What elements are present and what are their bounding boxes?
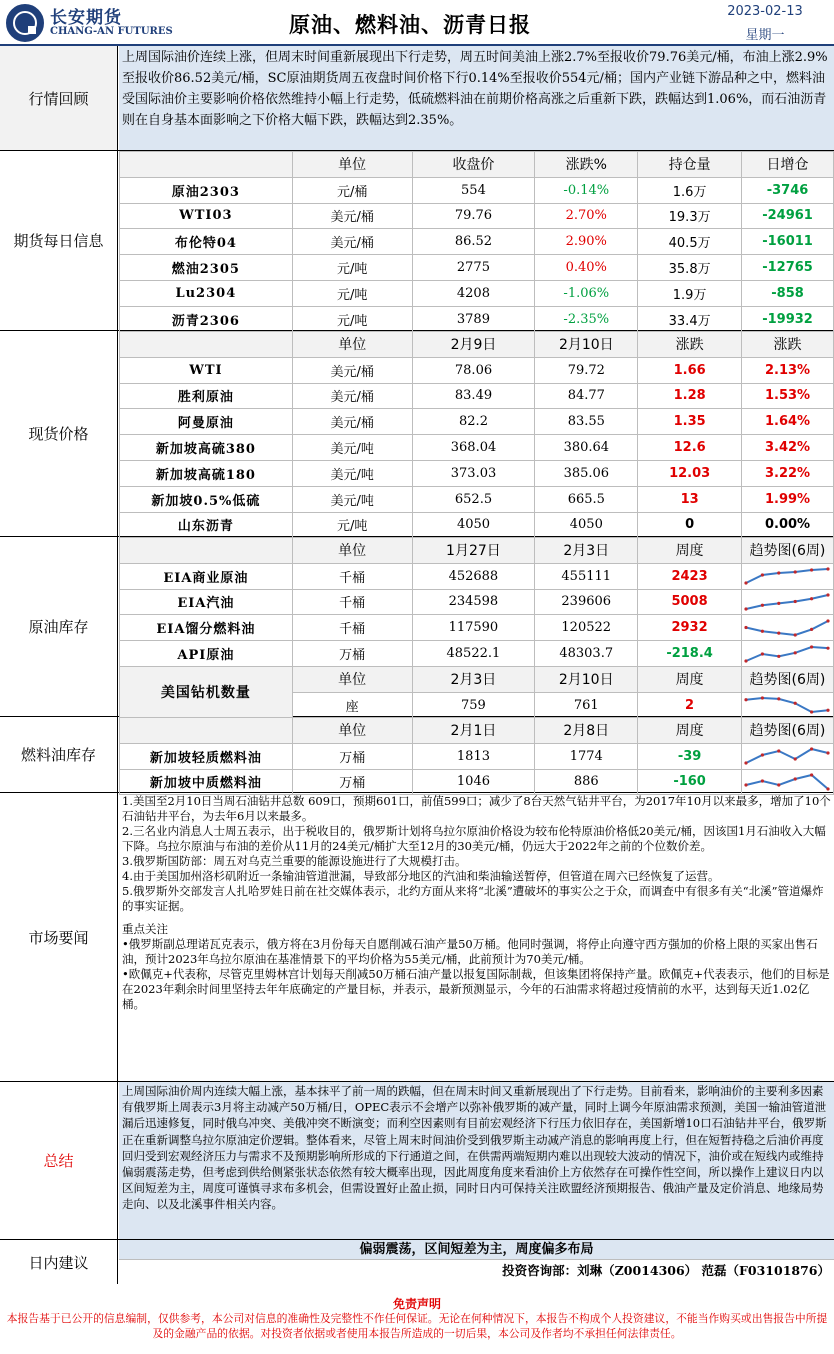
unit-cell: 美元/桶 [292,357,412,383]
close-price: 3789 [412,306,535,332]
unit-cell: 元/吨 [292,255,412,281]
unit-cell: 美元/桶 [292,203,412,229]
trend-cell [741,589,833,615]
header-cell-blank [120,332,293,358]
change-pct: 2.90% [535,229,638,255]
trend-point [827,568,830,571]
table-header-row [120,332,834,358]
inventory-week2: 48303.7 [535,641,638,667]
header-cell: 周度 [638,718,742,744]
price-change-pct: 1.99% [742,486,834,512]
trend-point [761,652,764,655]
table-row [120,203,834,229]
unit-cell: 美元/桶 [292,383,412,409]
weekly-change: -218.4 [638,641,742,667]
unit-cell: 千桶 [292,615,412,641]
open-interest: 35.8万 [638,255,742,281]
trend-point [827,787,830,790]
open-interest: 33.4万 [638,306,742,332]
price-change-pct: 3.42% [742,435,834,461]
futures-label: 期货每日信息 [0,151,118,330]
trend-point [778,750,781,753]
trend-point [810,569,813,572]
price-change-pct: 3.22% [742,460,834,486]
unit-cell: 万桶 [292,743,412,769]
trend-point [810,748,813,751]
table-row [120,486,834,512]
header-cell: 单位 [292,152,412,178]
inventory-name: API原油 [120,641,293,667]
fuel-inventory-section [0,717,834,793]
trend-cell [741,563,833,589]
unit-cell: 美元/桶 [292,229,412,255]
table-row [120,357,834,383]
inventory-name: 新加坡中质燃料油 [120,769,293,795]
trend-line [746,595,828,609]
table-row [120,563,834,589]
oi-change: -12765 [742,255,834,281]
price-change: 1.28 [638,383,742,409]
inventory-week1: 1046 [412,769,535,795]
trend-point [794,777,797,780]
header-cell: 趋势图(6周) [741,538,833,564]
header-cell: 2月10日 [535,666,638,692]
header-cell: 单位 [292,538,412,564]
summary-text: 上周国际油价周内连续大幅上涨，基本抹平了前一周的跌幅，但在周末时间又重新展现出了下行走势。目前看来，影响油价的主要利多因素有俄罗斯上周表示3月将主动减产50万桶/日，OPEC表示不会增产以弥补俄罗斯的减产量，同时上调今年原油需求预测，美国一输油管道泄漏后迅速修复，同时俄乌冲突、美俄冲突不断演变；而利空因素则有目前宏观经济下行压力依旧存在，美国新增10口石油钻井平台，俄罗斯正在重新调整乌拉尔原油定价逻辑。整体看来，尽管上周末时间油价受到俄罗斯主动减产消息的影响再度上行，但在短暂持稳之后油价再度回归受到宏观经济压力与需求不及预期影响所形成的下行通道之间，在供需两端短期内难以出现较大波动的情况下，油价或在短线内或维持偏弱震荡走势，但考虑到供给侧紧张状态依然有较大概率出现，因此周度角度来看油价上方依然存在可操作性空间，所以操作上建议日内以区间短差为主，周度可谨慎寻求布多机会，但需设置好止盈止损，同时日内可保持关注欧盟经济预期报告、俄油产量及定价消息、地缘局势走向、以及北溪事件相关内容。 [119,1082,834,1239]
header-cell: 单位 [292,718,412,744]
open-interest: 19.3万 [638,203,742,229]
trend-point [794,758,797,761]
header-cell: 2月9日 [412,332,535,358]
open-interest: 40.5万 [638,229,742,255]
rig-week1: 759 [412,692,535,718]
header-cell: 周度 [638,666,742,692]
contract-name: 沥青2306 [120,306,293,332]
trend-point [761,604,764,607]
trend-point [761,697,764,700]
news-label: 市场要闻 [0,793,118,1081]
unit-cell: 千桶 [292,589,412,615]
table-row [120,409,834,435]
unit-cell: 万桶 [292,769,412,795]
price-change-pct: 0.00% [742,512,834,538]
table-header-row [120,538,834,564]
table-header-row [120,718,834,744]
spot-table [119,331,834,538]
inventory-week2: 886 [535,769,638,795]
spot-name: WTI [120,357,293,383]
fuel-inventory-label: 燃料油库存 [0,717,118,792]
trend-cell [741,692,833,718]
unit-cell: 美元/桶 [292,409,412,435]
rig-header-row [120,666,834,692]
trend-sparkline [744,772,830,792]
advice-text: 偏弱震荡，区间短差为主，周度偏多布局 [119,1240,834,1260]
trend-sparkline [744,566,830,586]
table-row [120,229,834,255]
weekly-change: -39 [638,743,742,769]
review-label: 行情回顾 [0,46,118,150]
trend-point [778,654,781,657]
close-price: 79.76 [412,203,535,229]
disclaimer-text: 本报告基于已公开的信息编制，仅供参考，本公司对信息的准确性及完整性不作任何保证。无论在何种情况下，本报告不构成个人投资建议，不能当作购买或出售报告中所提及的金融产品的依据。对投资者依据或者使用本报告所造成的一切后果，本公司及作者均不承担任何法律责任。 [6,1312,828,1340]
trend-point [827,593,830,596]
close-price: 2775 [412,255,535,281]
inventory-name: EIA商业原油 [120,563,293,589]
report-weekday: 星期一 [745,28,785,43]
trend-point [778,697,781,700]
trend-point [827,619,830,622]
contract-name: 燃油2305 [120,255,293,281]
futures-section [0,151,834,331]
change-pct: -1.06% [535,280,638,306]
advisor-info: 投资咨询部：刘琳（Z0014306） 范磊（F03101876） [502,1263,830,1278]
unit-cell: 元/吨 [292,306,412,332]
crude-inventory-label: 原油库存 [0,537,118,716]
trend-sparkline [744,644,830,664]
close-price: 4208 [412,280,535,306]
spot-section [0,331,834,537]
contract-name: WTI03 [120,203,293,229]
table-row [120,383,834,409]
news-text [119,793,834,1081]
header-cell: 趋势图(6周) [741,718,833,744]
trend-point [761,574,764,577]
trend-point [794,571,797,574]
trend-point [827,709,830,712]
spot-name: 新加坡高硫380 [120,435,293,461]
news-item: 4.由于美国加州洛杉矶附近一条输油管道泄漏，导致部分地区的汽油和柴油输送暂停，但管道在周六已经恢复了运营。 [122,869,720,883]
trend-cell [741,743,833,769]
trend-point [745,783,748,786]
table-header-row [120,152,834,178]
trend-cell [741,615,833,641]
news-item: 3.俄罗斯国防部：周五对乌克兰重要的能源设施进行了大规模打击。 [122,854,467,868]
price-change-pct: 2.13% [742,357,834,383]
price-change: 1.35 [638,409,742,435]
oi-change: -16011 [742,229,834,255]
unit-cell: 元/吨 [292,512,412,538]
advice-section [0,1240,834,1284]
trend-point [794,633,797,636]
spot-name: 新加坡高硫180 [120,460,293,486]
price-change: 12.6 [638,435,742,461]
oi-change: -858 [742,280,834,306]
price-change-pct: 1.64% [742,409,834,435]
unit-cell: 千桶 [292,563,412,589]
price-day2: 83.55 [535,409,638,435]
table-row [120,306,834,332]
price-day1: 82.2 [412,409,535,435]
price-day2: 84.77 [535,383,638,409]
trend-cell [741,769,833,795]
spot-name: 胜利原油 [120,383,293,409]
trend-cell [741,641,833,667]
price-change: 0 [638,512,742,538]
price-day2: 665.5 [535,486,638,512]
fuel-inventory-table [119,717,834,795]
report-title: 原油、燃料油、沥青日报 [289,13,531,37]
trend-sparkline [744,695,830,715]
header-cell: 收盘价 [412,152,535,178]
trend-point [761,754,764,757]
price-day2: 380.64 [535,435,638,461]
weekly-change: 2932 [638,615,742,641]
contract-name: 原油2303 [120,177,293,203]
trend-line [746,569,828,583]
trend-point [745,659,748,662]
rig-week2: 761 [535,692,638,718]
news-item: 2.三名业内消息人士周五表示，出于税收目的，俄罗斯计划将乌拉尔原油价格设为较布伦特原油价格低20美元/桶，因该国1月石油收入大幅下降。乌拉尔原油与布油的差价从11月的24美元/桶扩大至12月的30美元/桶，仍远大于2022年之前的个位数价差。 [122,824,826,853]
table-row [120,743,834,769]
table-row [120,589,834,615]
trend-line [746,775,828,789]
trend-point [745,607,748,610]
inventory-week1: 234598 [412,589,535,615]
spot-name: 山东沥青 [120,512,293,538]
header-cell: 2月3日 [412,666,535,692]
trend-sparkline [744,592,830,612]
news-item: 5.俄罗斯外交部发言人扎哈罗娃日前在社交媒体表示，北约方面从来将“北溪”遭破坏的事实公之于众，而调查中有很多有关“北溪”管道爆炸的事实证据。 [122,884,824,913]
inventory-name: EIA馏分燃料油 [120,615,293,641]
contract-name: Lu2304 [120,280,293,306]
table-row [120,641,834,667]
news-item: •俄罗斯副总理诺瓦克表示，俄方将在3月份每天自愿削减石油产量50万桶。他同时强调，将停止向遵守西方强加的价格上限的买家出售石油，预计2023年乌拉尔原油在基准情景下的平均价格为55美元/桶，此前预计为70美元/桶。 [122,937,818,966]
header-cell: 涨跌 [638,332,742,358]
header-cell: 2月1日 [412,718,535,744]
trend-point [810,597,813,600]
trend-point [810,645,813,648]
table-row [120,460,834,486]
table-row [120,255,834,281]
trend-point [810,628,813,631]
unit-cell: 座 [292,692,412,718]
change-pct: -2.35% [535,306,638,332]
trend-point [745,762,748,765]
header-cell: 周度 [638,538,742,564]
price-day2: 385.06 [535,460,638,486]
report-date: 2023-02-13 [727,4,803,19]
inventory-week2: 455111 [535,563,638,589]
header-cell-blank [120,538,293,564]
unit-cell: 万桶 [292,641,412,667]
inventory-week2: 1774 [535,743,638,769]
trend-point [810,773,813,776]
weekly-change: 2 [638,692,742,718]
table-row [120,615,834,641]
change-pct: -0.14% [535,177,638,203]
weekly-change: 2423 [638,563,742,589]
trend-line [746,647,828,661]
table-row [120,280,834,306]
inventory-name: 新加坡轻质燃料油 [120,743,293,769]
trend-point [827,752,830,755]
contract-name: 布伦特04 [120,229,293,255]
spot-label: 现货价格 [0,331,118,536]
price-day1: 368.04 [412,435,535,461]
header-cell: 单位 [292,332,412,358]
unit-cell: 美元/吨 [292,460,412,486]
header-cell: 持仓量 [638,152,742,178]
inventory-week1: 48522.1 [412,641,535,667]
header-cell-blank [120,152,293,178]
inventory-week1: 452688 [412,563,535,589]
trend-point [745,626,748,629]
trend-point [778,602,781,605]
trend-sparkline [744,746,830,766]
trend-point [810,711,813,714]
change-pct: 0.40% [535,255,638,281]
header-cell-blank [120,718,293,744]
inventory-week1: 1813 [412,743,535,769]
weekly-change: 5008 [638,589,742,615]
price-change-pct: 1.53% [742,383,834,409]
price-day1: 78.06 [412,357,535,383]
price-day2: 79.72 [535,357,638,383]
table-row [120,435,834,461]
open-interest: 1.6万 [638,177,742,203]
table-row [120,769,834,795]
oi-change: -3746 [742,177,834,203]
inventory-name: EIA汽油 [120,589,293,615]
inventory-week2: 120522 [535,615,638,641]
price-day1: 652.5 [412,486,535,512]
rig-count-name: 美国钻机数量 [120,666,293,718]
price-day1: 4050 [412,512,535,538]
spot-name: 阿曼原油 [120,409,293,435]
price-change: 12.03 [638,460,742,486]
company-name-cn: 长安期货 [50,8,122,28]
trend-line [746,621,828,635]
trend-point [827,646,830,649]
summary-label: 总结 [0,1082,118,1239]
trend-line [746,749,828,763]
trend-point [745,582,748,585]
trend-point [794,702,797,705]
header-cell: 1月27日 [412,538,535,564]
spot-name: 新加坡0.5%低硫 [120,486,293,512]
price-change: 13 [638,486,742,512]
unit-cell: 元/吨 [292,280,412,306]
trend-point [778,783,781,786]
header-cell: 涨跌 [742,332,834,358]
company-logo-icon [6,4,44,42]
weekly-change: -160 [638,769,742,795]
unit-cell: 美元/吨 [292,435,412,461]
header-cell: 2月10日 [535,332,638,358]
trend-line [746,698,828,712]
unit-cell: 元/桶 [292,177,412,203]
price-day1: 83.49 [412,383,535,409]
advice-label: 日内建议 [0,1240,118,1284]
change-pct: 2.70% [535,203,638,229]
table-row [120,177,834,203]
news-item: 重点关注 [122,922,168,936]
close-price: 554 [412,177,535,203]
trend-point [778,572,781,575]
unit-cell: 美元/吨 [292,486,412,512]
company-name-en: CHANG-AN FUTURES [50,26,173,37]
header-cell: 日增仓 [742,152,834,178]
header-cell: 趋势图(6周) [741,666,833,692]
review-text: 上周国际油价连续上涨，但周末时间重新展现出下行走势，周五时间美油上涨2.7%至报收价79.76美元/桶，布油上涨2.9%至报收价86.52美元/桶，SC原油期货周五夜盘时间价格下行0.14%至报收价554元/桶；国内产业链下游品种之中，燃料油受国际油价主要影响价格依然维持小幅上行走势，低硫燃料油在前期价格高涨之后重新下跌，跌幅达到1.06%，而石油沥青则在自身基本面影响之下价格大幅下跌，跌幅达到2.35%。 [119,46,834,150]
close-price: 86.52 [412,229,535,255]
table-row [120,512,834,538]
news-section [0,793,834,1082]
trend-point [745,698,748,701]
oi-change: -24961 [742,203,834,229]
header-cell: 2月8日 [535,718,638,744]
news-item: 1.美国至2月10日当周石油钻井总数 609口，预期601口，前值599口；减少了8台天然气钻井平台，为2017年10月以来最多，增加了10个石油钻井平台，为去年6月以来最多。 [122,794,831,823]
trend-point [794,600,797,603]
header-cell: 2月3日 [535,538,638,564]
open-interest: 1.9万 [638,280,742,306]
header-cell: 涨跌% [535,152,638,178]
trend-point [761,779,764,782]
news-item: •欧佩克+代表称，尽管克里姆林宫计划每天削减50万桶石油产量以报复国际制裁，但该集团将保持产量。欧佩克+代表表示，他们的目标是在2023年剩余时间里坚持去年年底确定的产量目标，并表示，最新预测显示，今年的石油需求将超过疫情前的水平，达到每天近1.02亿桶。 [122,967,830,1011]
inventory-week1: 117590 [412,615,535,641]
trend-sparkline [744,618,830,638]
crude-inventory-section [0,537,834,717]
inventory-week2: 239606 [535,589,638,615]
report-header [0,0,834,46]
price-day2: 4050 [535,512,638,538]
trend-point [794,651,797,654]
crude-inventory-table [119,537,834,719]
review-section [0,46,834,151]
futures-table [119,151,834,333]
trend-point [761,629,764,632]
price-change: 1.66 [638,357,742,383]
summary-section [0,1082,834,1240]
disclaimer-title: 免责声明 [392,1297,441,1311]
price-day1: 373.03 [412,460,535,486]
trend-point [778,631,781,634]
oi-change: -19932 [742,306,834,332]
header-cell: 单位 [292,666,412,692]
